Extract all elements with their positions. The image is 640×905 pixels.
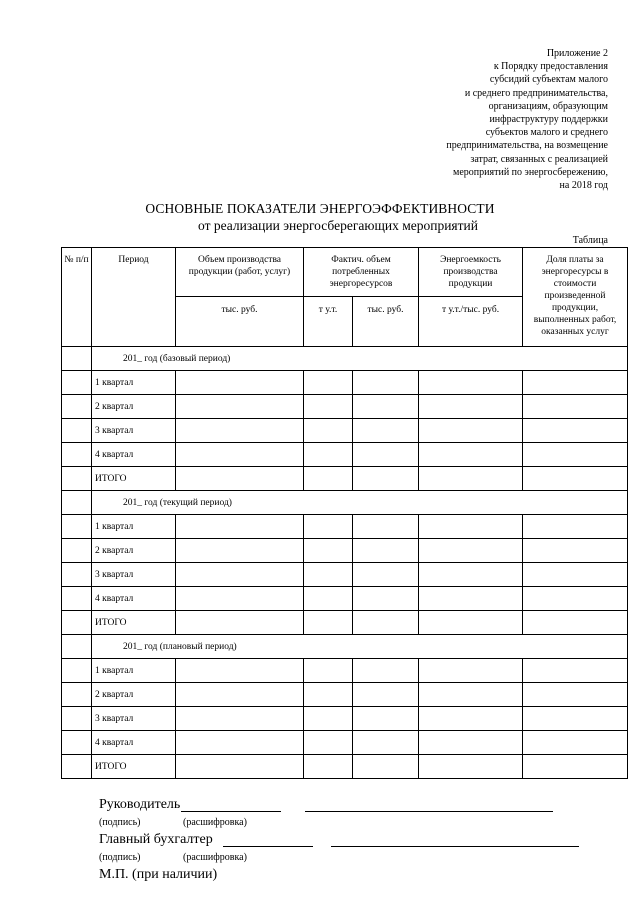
header-share: Доля платы за энергоресурсы в стоимости произведенной продукции, выполненных работ, оказанных услуг (523, 248, 628, 347)
period-label: 4 квартал (92, 731, 176, 755)
data-cell[interactable] (523, 443, 628, 467)
appendix-line: мероприятий по энергосбережению, (453, 166, 608, 178)
data-cell[interactable] (176, 371, 304, 395)
appendix-line: субъектов малого и среднего (485, 127, 608, 139)
data-cell[interactable] (353, 683, 419, 707)
period-label: 2 квартал (92, 395, 176, 419)
row-num-cell (62, 611, 92, 635)
data-cell[interactable] (176, 659, 304, 683)
signature-block (99, 796, 599, 884)
data-cell[interactable] (304, 419, 353, 443)
table-row (62, 515, 628, 539)
data-cell[interactable] (353, 539, 419, 563)
data-cell[interactable] (523, 587, 628, 611)
appendix-line: к Порядку предоставления (493, 61, 608, 73)
data-cell[interactable] (176, 755, 304, 779)
data-cell[interactable] (419, 587, 523, 611)
appendix-line: организациям, образующим (488, 100, 608, 112)
data-cell[interactable] (523, 731, 628, 755)
data-cell[interactable] (353, 611, 419, 635)
accountant-signature-field[interactable] (223, 833, 313, 847)
data-cell[interactable] (176, 467, 304, 491)
data-cell[interactable] (419, 515, 523, 539)
table-row (62, 587, 628, 611)
data-cell[interactable] (353, 443, 419, 467)
row-num-cell (62, 539, 92, 563)
section-row (62, 635, 628, 659)
data-cell[interactable] (419, 683, 523, 707)
unit-consumed-rub: тыс. руб. (353, 297, 419, 347)
data-cell[interactable] (176, 539, 304, 563)
row-num-cell (62, 467, 92, 491)
data-cell[interactable] (304, 467, 353, 491)
title-line-1: ОСНОВНЫЕ ПОКАЗАТЕЛИ ЭНЕРГОЭФФЕКТИВНОСТИ (145, 201, 495, 216)
data-cell[interactable] (304, 611, 353, 635)
data-cell[interactable] (176, 683, 304, 707)
data-cell[interactable] (176, 611, 304, 635)
section-label: 201_ год (текущий период) (92, 491, 628, 515)
row-num-cell (62, 707, 92, 731)
table-row (62, 731, 628, 755)
unit-intensity: т у.т./тыс. руб. (419, 297, 523, 347)
table-row (62, 563, 628, 587)
section-label: 201_ год (плановый период) (92, 635, 628, 659)
period-label: 2 квартал (92, 539, 176, 563)
data-cell[interactable] (419, 707, 523, 731)
table-row (62, 395, 628, 419)
period-label: 2 квартал (92, 683, 176, 707)
row-num-cell (62, 419, 92, 443)
row-num-cell (62, 515, 92, 539)
header-num: № п/п (62, 248, 92, 347)
data-cell[interactable] (304, 515, 353, 539)
seal-label: М.П. (при наличии) (99, 867, 218, 882)
head-label: Руководитель (99, 797, 181, 812)
appendix-line: и среднего предпринимательства, (464, 87, 608, 99)
data-cell[interactable] (523, 539, 628, 563)
data-cell[interactable] (419, 371, 523, 395)
data-cell[interactable] (419, 467, 523, 491)
data-cell[interactable] (304, 443, 353, 467)
period-label: 4 квартал (92, 443, 176, 467)
section-row (62, 347, 628, 371)
data-cell[interactable] (419, 443, 523, 467)
appendix-line: Приложение 2 (546, 48, 608, 59)
table-row (62, 443, 628, 467)
data-cell[interactable] (353, 731, 419, 755)
appendix-line: предпринимательства, на возмещение (446, 140, 608, 152)
data-cell[interactable] (419, 731, 523, 755)
accountant-label: Главный бухгалтер (99, 832, 213, 847)
period-label: 1 квартал (92, 659, 176, 683)
data-cell[interactable] (353, 587, 419, 611)
data-cell[interactable] (419, 659, 523, 683)
section-num-cell (62, 347, 92, 371)
data-cell[interactable] (523, 515, 628, 539)
data-cell[interactable] (304, 707, 353, 731)
data-cell[interactable] (176, 515, 304, 539)
data-cell[interactable] (353, 395, 419, 419)
row-num-cell (62, 731, 92, 755)
row-num-cell (62, 395, 92, 419)
table-row (62, 707, 628, 731)
data-cell[interactable] (176, 707, 304, 731)
data-cell[interactable] (176, 419, 304, 443)
table-row (62, 683, 628, 707)
row-num-cell (62, 443, 92, 467)
period-label: 1 квартал (92, 515, 176, 539)
table-row (62, 419, 628, 443)
data-cell[interactable] (353, 371, 419, 395)
head-decode-field[interactable] (305, 798, 553, 812)
header-period: Период (92, 248, 176, 347)
period-label: 3 квартал (92, 419, 176, 443)
period-label: 1 квартал (92, 371, 176, 395)
table-row (62, 659, 628, 683)
data-cell[interactable] (419, 539, 523, 563)
data-cell[interactable] (353, 659, 419, 683)
data-cell[interactable] (176, 395, 304, 419)
data-cell[interactable] (304, 395, 353, 419)
table-row (62, 539, 628, 563)
appendix-line: затрат, связанных с реализацией (470, 153, 608, 165)
appendix-line: инфраструктуру поддержки (489, 114, 608, 126)
data-cell[interactable] (523, 755, 628, 779)
data-cell[interactable] (523, 611, 628, 635)
document-title (0, 200, 640, 234)
data-cell[interactable] (419, 755, 523, 779)
table-row (62, 755, 628, 779)
accountant-decode-field[interactable] (331, 833, 579, 847)
data-cell[interactable] (304, 683, 353, 707)
appendix-line: на 2018 год (559, 180, 608, 192)
row-num-cell (62, 587, 92, 611)
head-signature-field[interactable] (181, 798, 281, 812)
head-decode-hint: (расшифровка) (183, 817, 247, 828)
data-cell[interactable] (523, 467, 628, 491)
data-cell[interactable] (176, 563, 304, 587)
appendix-note (348, 47, 608, 192)
period-label: ИТОГО (92, 467, 176, 491)
data-cell[interactable] (353, 707, 419, 731)
data-cell[interactable] (304, 539, 353, 563)
row-num-cell (62, 563, 92, 587)
unit-volume: тыс. руб. (176, 297, 304, 347)
data-cell[interactable] (353, 563, 419, 587)
data-cell[interactable] (523, 371, 628, 395)
section-row (62, 491, 628, 515)
row-num-cell (62, 683, 92, 707)
data-cell[interactable] (353, 419, 419, 443)
data-cell[interactable] (419, 419, 523, 443)
data-cell[interactable] (419, 395, 523, 419)
data-cell[interactable] (523, 419, 628, 443)
data-cell[interactable] (523, 659, 628, 683)
data-cell[interactable] (304, 731, 353, 755)
period-label: ИТОГО (92, 611, 176, 635)
table-row (62, 371, 628, 395)
period-label: 3 квартал (92, 707, 176, 731)
data-cell[interactable] (353, 467, 419, 491)
row-num-cell (62, 371, 92, 395)
data-cell[interactable] (304, 587, 353, 611)
data-cell[interactable] (523, 683, 628, 707)
header-consumed: Фактич. объем потребленных энергоресурсов (304, 248, 419, 297)
table-row (62, 467, 628, 491)
data-cell[interactable] (304, 659, 353, 683)
data-cell[interactable] (304, 755, 353, 779)
section-num-cell (62, 635, 92, 659)
section-label: 201_ год (базовый период) (92, 347, 628, 371)
data-cell[interactable] (176, 587, 304, 611)
table-row (62, 611, 628, 635)
accountant-decode-hint: (расшифровка) (183, 852, 247, 863)
data-cell[interactable] (304, 371, 353, 395)
data-cell[interactable] (304, 563, 353, 587)
data-cell[interactable] (353, 515, 419, 539)
data-cell[interactable] (523, 707, 628, 731)
period-label: 3 квартал (92, 563, 176, 587)
head-signature-hint: (подпись) (99, 817, 141, 828)
data-cell[interactable] (176, 443, 304, 467)
data-cell[interactable] (419, 611, 523, 635)
header-intensity: Энергоемкость производства продукции (419, 248, 523, 297)
appendix-line: субсидий субъектам малого (489, 74, 608, 86)
indicators-table (61, 247, 628, 779)
row-num-cell (62, 755, 92, 779)
data-cell[interactable] (176, 731, 304, 755)
period-label: 4 квартал (92, 587, 176, 611)
data-cell[interactable] (523, 563, 628, 587)
accountant-signature-hint: (подпись) (99, 852, 141, 863)
data-cell[interactable] (419, 563, 523, 587)
title-line-2: от реализации энергосберегающих мероприятий (198, 218, 478, 233)
table-caption: Таблица (572, 235, 608, 246)
data-cell[interactable] (353, 755, 419, 779)
row-num-cell (62, 659, 92, 683)
data-cell[interactable] (523, 395, 628, 419)
unit-consumed-tut: т у.т. (304, 297, 353, 347)
period-label: ИТОГО (92, 755, 176, 779)
section-num-cell (62, 491, 92, 515)
header-volume: Объем производства продукции (работ, услуг) (176, 248, 304, 297)
